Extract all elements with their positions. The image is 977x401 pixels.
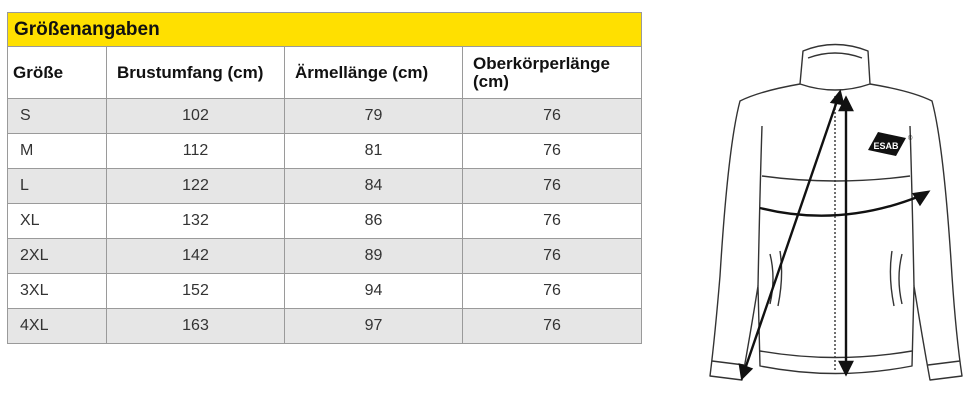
table-row xyxy=(8,239,642,274)
esab-logo xyxy=(868,132,913,156)
size-chart xyxy=(7,12,641,344)
sleeve-cell: 79 xyxy=(285,99,463,134)
size-cell: 3XL xyxy=(8,274,107,309)
table-row xyxy=(8,169,642,204)
chest-cell: 132 xyxy=(107,204,285,239)
torso-cell: 76 xyxy=(463,204,642,239)
chest-cell: 102 xyxy=(107,99,285,134)
jacket-illustration xyxy=(700,36,970,391)
table-row xyxy=(8,99,642,134)
size-cell: S xyxy=(8,99,107,134)
chest-cell: 152 xyxy=(107,274,285,309)
svg-text:®: ® xyxy=(908,136,913,142)
table-row xyxy=(8,309,642,344)
size-cell: 4XL xyxy=(8,309,107,344)
chest-cell: 142 xyxy=(107,239,285,274)
torso-cell: 76 xyxy=(463,309,642,344)
torso-cell: 76 xyxy=(463,99,642,134)
header-chest: Brustumfang (cm) xyxy=(107,47,285,99)
header-size: Größe xyxy=(8,47,107,99)
torso-cell: 76 xyxy=(463,239,642,274)
header-torso: Oberkörperlänge (cm) xyxy=(463,47,642,99)
sleeve-cell: 86 xyxy=(285,204,463,239)
torso-cell: 76 xyxy=(463,274,642,309)
chest-cell: 122 xyxy=(107,169,285,204)
sleeve-cell: 84 xyxy=(285,169,463,204)
size-cell: M xyxy=(8,134,107,169)
header-sleeve: Ärmellänge (cm) xyxy=(285,47,463,99)
sleeve-cell: 81 xyxy=(285,134,463,169)
table-row xyxy=(8,274,642,309)
sleeve-cell: 97 xyxy=(285,309,463,344)
torso-cell: 76 xyxy=(463,134,642,169)
table-row xyxy=(8,134,642,169)
table-row xyxy=(8,204,642,239)
svg-text:ESAB: ESAB xyxy=(873,141,899,151)
size-cell: L xyxy=(8,169,107,204)
size-cell: XL xyxy=(8,204,107,239)
chest-cell: 163 xyxy=(107,309,285,344)
size-cell: 2XL xyxy=(8,239,107,274)
torso-cell: 76 xyxy=(463,169,642,204)
size-table xyxy=(7,12,642,344)
table-title: Größenangaben xyxy=(8,13,642,47)
sleeve-cell: 94 xyxy=(285,274,463,309)
chest-cell: 112 xyxy=(107,134,285,169)
sleeve-cell: 89 xyxy=(285,239,463,274)
